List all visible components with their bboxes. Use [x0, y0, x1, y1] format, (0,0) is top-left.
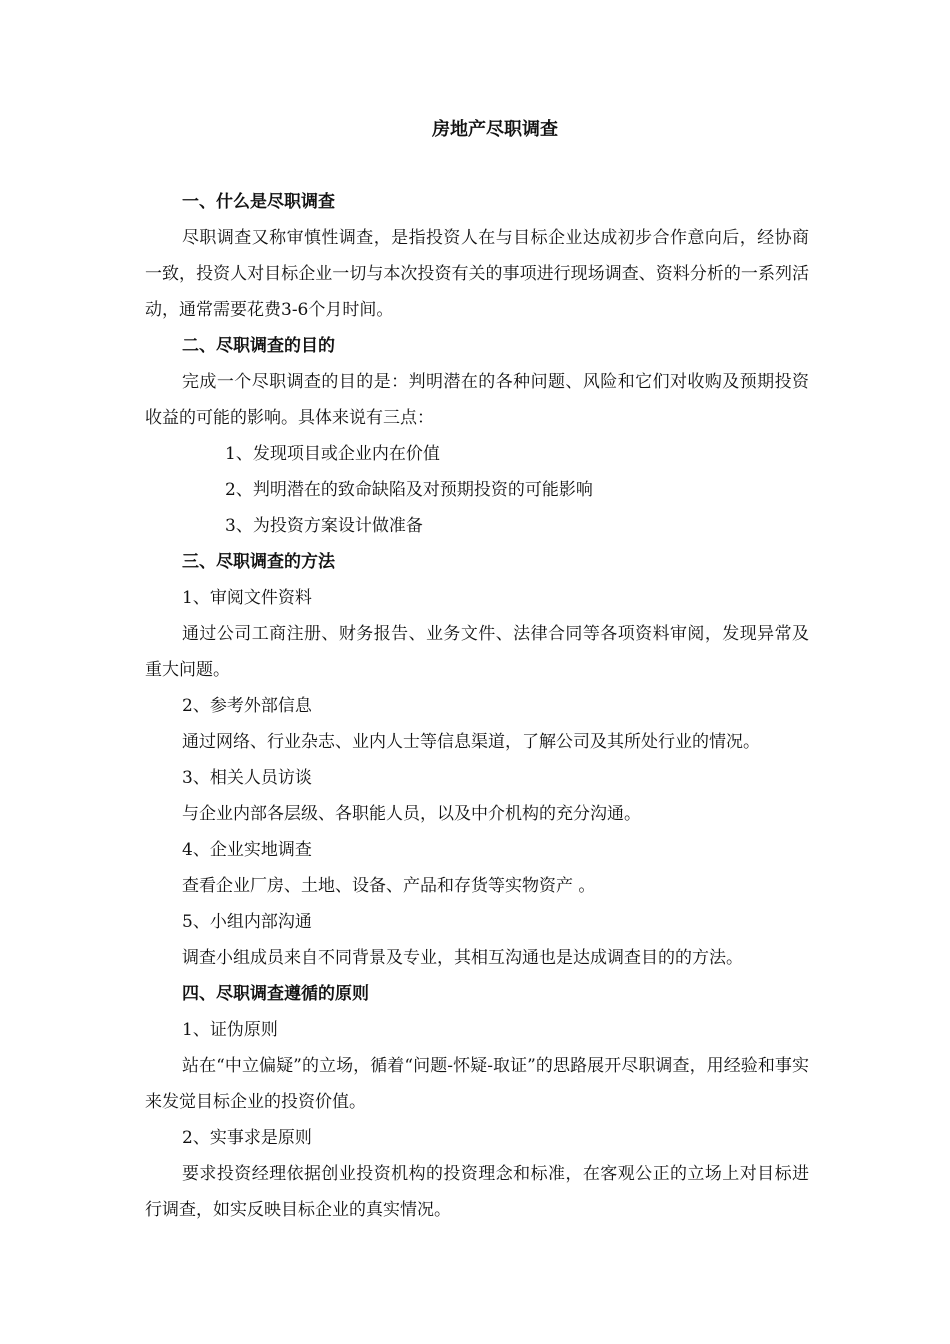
- list-item: 1、发现项目或企业内在价值: [225, 444, 440, 464]
- item-label: 1、审阅文件资料: [182, 588, 312, 608]
- document-title: 房地产尽职调查: [432, 119, 558, 140]
- item-label: 5、小组内部沟通: [182, 912, 312, 932]
- item-text: 与企业内部各层级、各职能人员，以及中介机构的充分沟通。: [182, 804, 641, 824]
- item-text: 通过网络、行业杂志、业内人士等信息渠道，了解公司及其所处行业的情况。: [182, 732, 760, 752]
- list-item: 3、为投资方案设计做准备: [225, 516, 423, 536]
- paragraph: 尽职调查又称审慎性调查，是指投资人在与目标企业达成初步合作意向后，经协商一致，投资人对目标企业一切与本次投资有关的事项进行现场调查、资料分析的一系列活动，通常需要花费3-6个月时间。: [145, 228, 809, 320]
- item-text: 站在“中立偏疑”的立场，循着“问题-怀疑-取证”的思路展开尽职调查，用经验和事实来发觉目标企业的投资价值。: [145, 1056, 809, 1112]
- section-heading: 三、尽职调查的方法: [182, 552, 335, 572]
- item-label: 2、实事求是原则: [182, 1128, 312, 1148]
- section-heading: 四、尽职调查遵循的原则: [182, 984, 369, 1004]
- item-label: 3、相关人员访谈: [182, 768, 312, 788]
- document-body: [145, 184, 809, 1228]
- section-heading: 二、尽职调查的目的: [182, 336, 335, 356]
- item-text: 查看企业厂房、土地、设备、产品和存货等实物资产 。: [182, 876, 596, 896]
- list-item: 2、判明潜在的致命缺陷及对预期投资的可能影响: [225, 480, 593, 500]
- item-label: 1、证伪原则: [182, 1020, 278, 1040]
- item-text: 要求投资经理依据创业投资机构的投资理念和标准，在客观公正的立场上对目标进行调查，如实反映目标企业的真实情况。: [145, 1164, 809, 1220]
- item-label: 4、企业实地调查: [182, 840, 312, 860]
- paragraph: 完成一个尽职调查的目的是：判明潜在的各种问题、风险和它们对收购及预期投资收益的可能的影响。具体来说有三点：: [145, 372, 809, 428]
- item-text: 通过公司工商注册、财务报告、业务文件、法律合同等各项资料审阅，发现异常及重大问题。: [145, 624, 809, 680]
- section-heading: 一、什么是尽职调查: [182, 192, 335, 212]
- item-text: 调查小组成员来自不同背景及专业，其相互沟通也是达成调查目的的方法。: [182, 948, 743, 968]
- item-label: 2、参考外部信息: [182, 696, 312, 716]
